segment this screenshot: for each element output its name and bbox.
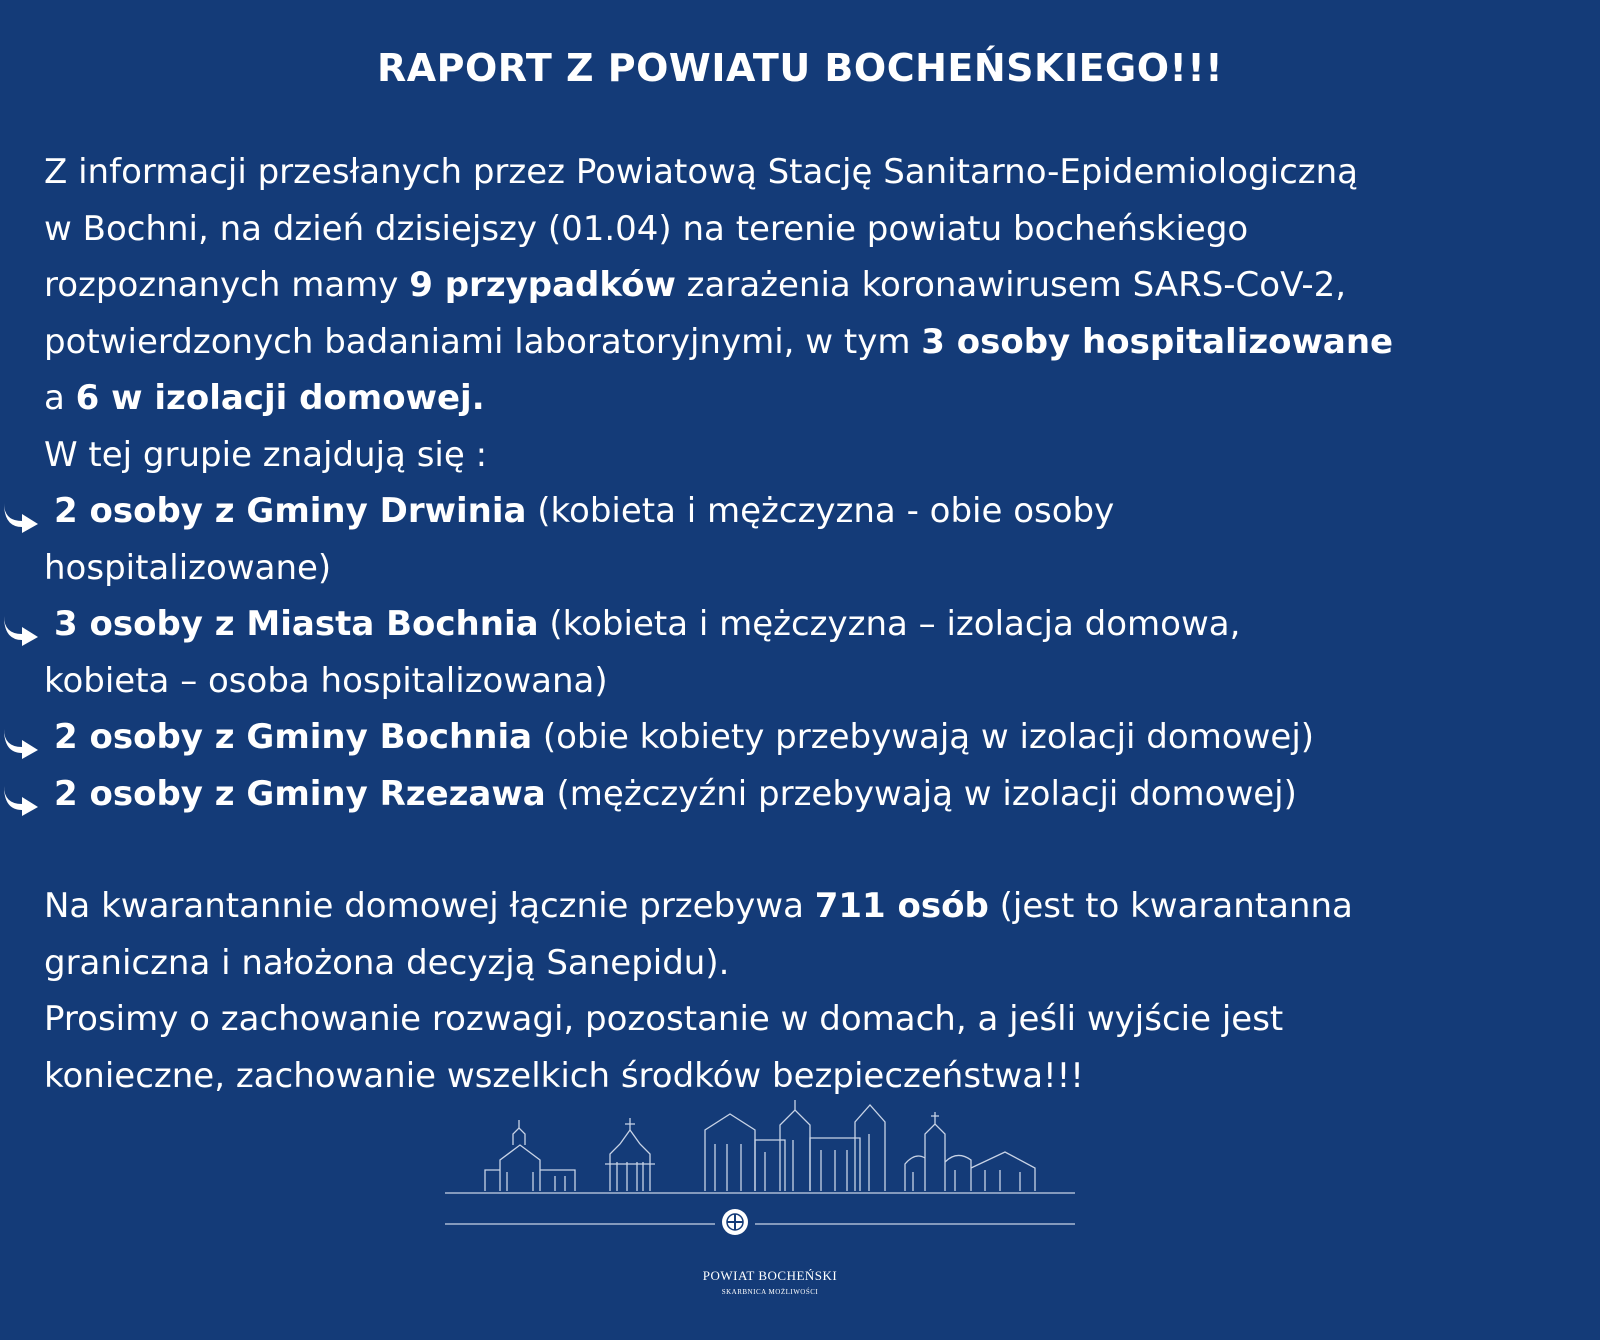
arrow-right-icon [0,497,42,533]
intro-line-4 [44,314,1564,371]
group-details: (mężczyźni przebywają w izolacji domowej) [545,773,1297,814]
group-name: 2 osoby z Gminy Bochnia [54,717,533,757]
intro-line-2: w Bochni, na dzień dzisiejszy (01.04) na terenie powiatu bocheńskiego [44,208,1249,249]
skyline-illustration [445,1100,1095,1270]
arrow-right-icon [0,780,42,816]
logo-motto: SKARBNICA MOŻLIWOŚCI [721,1288,819,1296]
group-item-drwinia-cont: hospitalizowane) [44,547,332,588]
hospitalized-count: 3 osoby hospitalizowane [921,321,1394,362]
intro-text: potwierdzonych badaniami laboratoryjnymi, w tym [44,321,922,362]
quarantine-count: 711 osób [814,886,989,926]
group-item-rzezawa [44,766,1564,823]
intro-text: zarażenia koronawirusem SARS-CoV-2, [675,265,1347,305]
group-item-gmina-bochnia [44,709,1564,766]
arrow-right-icon [0,610,42,646]
arrow-right-icon [0,723,42,759]
home-isolation-count: 6 w izolacji domowej. [75,378,485,418]
cases-count: 9 przypadków [409,265,676,305]
appeal-line-2: konieczne, zachowanie wszelkich środków bezpieczeństwa!!! [44,1055,1084,1096]
group-name: 3 osoby z Miasta Bochnia [54,604,539,644]
intro-line-5 [44,370,1564,427]
group-item-drwinia [44,483,1564,540]
group-name: 2 osoby z Gminy Rzezawa [54,773,546,814]
quarantine-text: Na kwarantannie domowej łącznie przebywa [44,886,815,926]
group-name: 2 osoby z Gminy Drwinia [54,491,527,531]
logo-name: POWIAT BOCHEŃSKI [702,1268,838,1283]
intro-text: rozpoznanych mamy [44,265,410,305]
intro-line-1: Z informacji przesłanych przez Powiatową Stację Sanitarno-Epidemiologiczną [44,152,1358,192]
group-heading: W tej grupie znajdują się : [44,434,488,475]
appeal-line-1: Prosimy o zachowanie rozwagi, pozostanie w domach, a jeśli wyjście jest [44,999,1284,1039]
report-body [44,144,1564,1104]
quarantine-line-1 [44,878,1564,935]
intro-text: a [44,378,76,418]
group-item-miasto-bochnia-cont: kobieta – osoba hospitalizowana) [44,660,608,701]
quarantine-text: (jest to kwarantanna [988,886,1353,926]
group-details: (obie kobiety przebywają w izolacji domowej) [532,717,1315,757]
quarantine-line-2: graniczna i nałożona decyzją Sanepidu). [44,942,730,983]
powiat-logo [445,1100,1095,1330]
intro-line-3 [44,257,1564,314]
report-title: RAPORT Z POWIATU BOCHEŃSKIEGO!!! [376,46,1224,90]
spacer [44,822,1564,878]
group-details: (kobieta i mężczyzna – izolacja domowa, [538,604,1241,644]
group-item-miasto-bochnia [44,596,1564,653]
group-details: (kobieta i mężczyzna - obie osoby [526,491,1115,531]
